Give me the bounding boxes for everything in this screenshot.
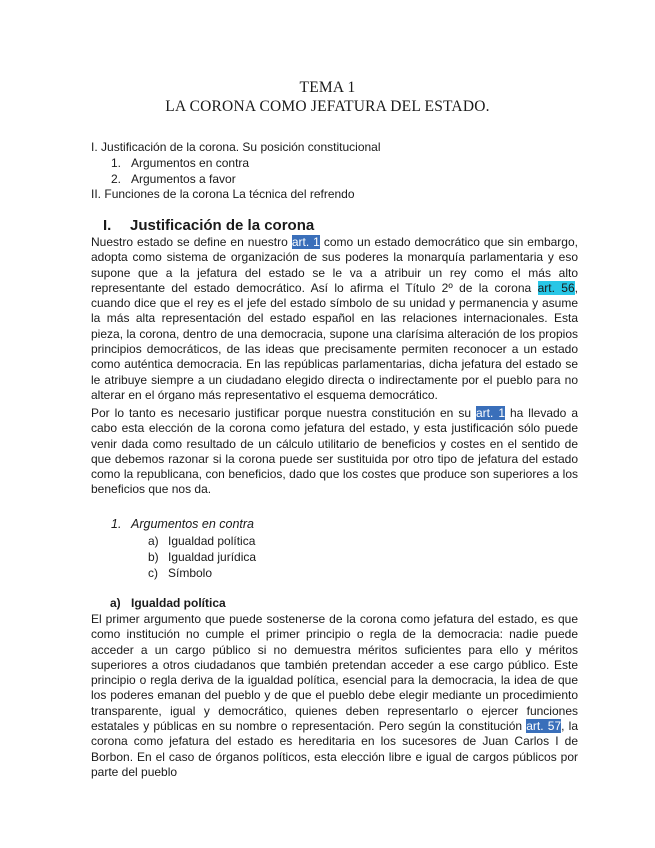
- paragraph-text: ha llevado a cabo esta elección de la corona como jefatura del estado, y esta justificación sólo puede venir dada como resultado de un cálculo utilitario de beneficios y costes en el sentido de que debemos razonar si la corona puede ser sustituida por otro tipo de jefatura del estado como la republicana, con beneficios, dado que los costes que produce son superiores a los beneficios que nos da.: [91, 406, 578, 497]
- toc-number: 2.: [111, 172, 122, 186]
- toc-number: I.: [91, 140, 98, 154]
- subsubsection-heading: [110, 596, 226, 610]
- toc-number: 1.: [111, 156, 122, 170]
- list-letter: b): [148, 550, 159, 564]
- paragraph-text: , la corona como jefatura del estado es hereditaria en los sucesores de Juan Carlos I de Borbon. En el caso de órganos políticos, esta elección libre e igual de cargos públicos por parte del pueblo: [91, 719, 578, 779]
- toc-number: II.: [91, 187, 102, 201]
- paragraph-text: Por lo tanto es necesario justificar porque nuestra constitución en su: [91, 406, 476, 420]
- list-item: [148, 566, 212, 581]
- subsubsection-title: Igualdad política: [131, 596, 226, 610]
- subsubsection-letter: a): [110, 596, 121, 610]
- list-item: [148, 550, 256, 565]
- paragraph: [91, 612, 578, 780]
- paragraph-text: como un estado democrático que sin embargo, adopta como sistema de organización de sus poderes la monarquía parlamentaria y eso supone que a la jefatura del estado se le va a atribuir un rey como el más alto representante del estado democrático. Así lo afirma el Título 2º de la corona: [91, 235, 578, 295]
- list-letter: c): [148, 566, 158, 580]
- list-letter: a): [148, 534, 159, 548]
- highlighted-reference: art. 1: [291, 235, 320, 249]
- list-item: [148, 534, 255, 549]
- paragraph-text: , cuando dice que el rey es el jefe del estado símbolo de su unidad y permanencia y asume la más alta representación del estado español en las relaciones internacionales. Esta pieza, la corona, dentro de una democracia, supone una clarísima alteración de los propios principios democráticos, de las ideas que precisamente permiten reconocer a un estado como auténtica democracia. En las repúblicas parlamentarias, dicha jefatura del estado se le atribuye siempre a un ciudadano elegido directa o indirectamente por el pueblo para no alterar en el órgano más representativo el esquema democrático.: [91, 280, 578, 402]
- section-title: Justificación de la corona: [130, 217, 315, 234]
- toc-item: [111, 172, 236, 187]
- section-number: I.: [103, 217, 112, 234]
- toc-text: Argumentos en contra: [131, 156, 250, 170]
- paragraph-text: El primer argumento que puede sostenerse de la corona como jefatura del estado, es que como institución no cumple el primer principio o regla de la democracia: nadie puede acceder a un cargo público si no demuestra méritos suficientes para ello y méritos superiores a otros ciudadanos que también pretendan acceder a ese cargo público. Este principio o regla deriva de la igualdad política, esencial para la democracia, la idea de que los poderes emanan del pueblo y de que el pueblo debe elegir mediante un procedimiento transparente, igual y democrático, quienes deben representarlo o ejercer funciones estatales y públicas en su nombre o representación. Pero según la constitución: [91, 612, 578, 734]
- section-heading: [103, 217, 314, 234]
- toc-item: [91, 140, 381, 155]
- paragraph: [91, 406, 578, 498]
- document-title-line1: TEMA 1: [299, 79, 356, 96]
- list-text: Igualdad jurídica: [168, 550, 257, 564]
- paragraph: [91, 235, 578, 403]
- highlighted-reference: art. 57: [526, 719, 562, 734]
- toc-text: Funciones de la corona La técnica del refrendo: [104, 187, 355, 201]
- toc-item: [111, 156, 249, 171]
- highlighted-reference: art. 56: [537, 280, 575, 295]
- subsection-heading: [111, 517, 254, 531]
- subsection-title: Argumentos en contra: [131, 517, 254, 531]
- document-title-line2: LA CORONA COMO JEFATURA DEL ESTADO.: [165, 98, 490, 115]
- paragraph-text: Nuestro estado se define en nuestro: [91, 235, 292, 249]
- toc-item: [91, 187, 355, 202]
- list-text: Símbolo: [168, 566, 213, 580]
- highlighted-reference: art. 1: [476, 406, 505, 420]
- toc-text: Argumentos a favor: [131, 172, 236, 186]
- toc-text: Justificación de la corona. Su posición constitucional: [101, 140, 381, 154]
- list-text: Igualdad política: [168, 534, 256, 548]
- subsection-number: 1.: [111, 517, 122, 531]
